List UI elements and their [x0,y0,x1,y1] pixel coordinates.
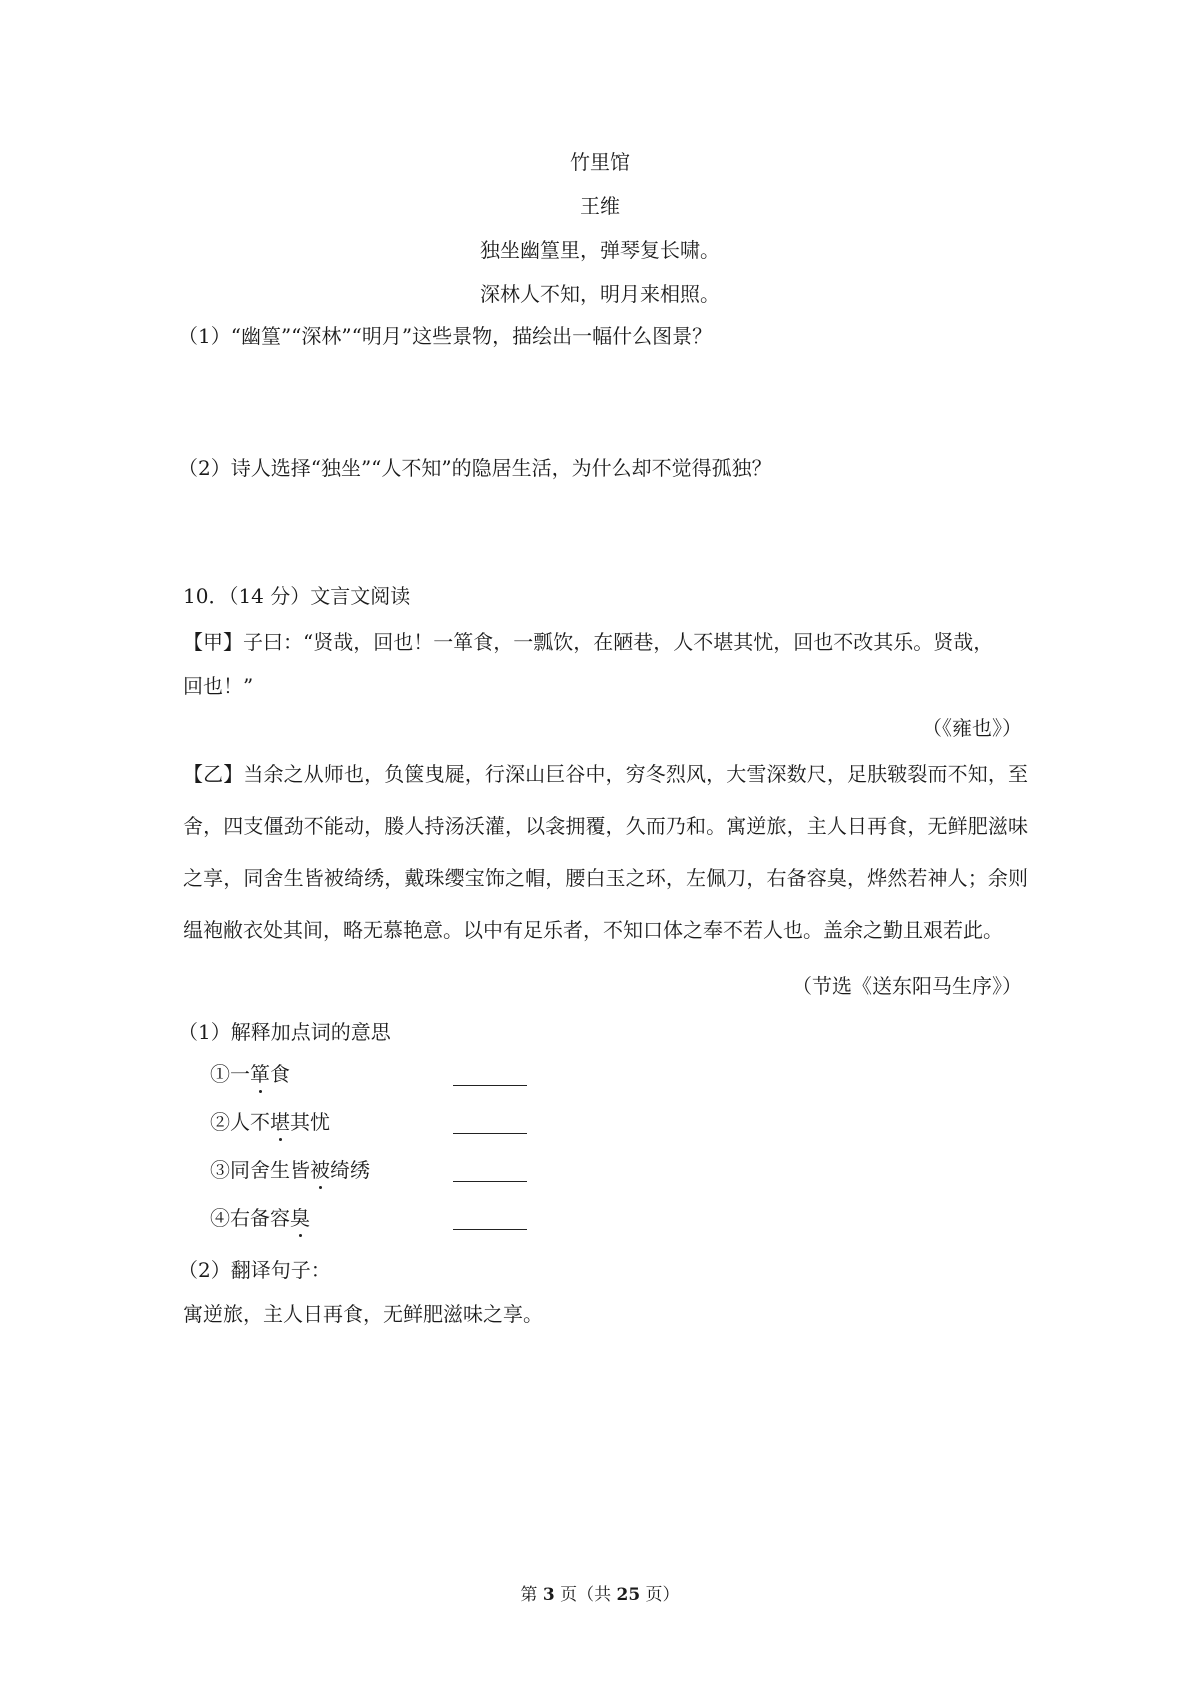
vocab-item-prefix: ④右备容 [210,1206,290,1230]
passage-yi-source: （节选《送东阳马生序》） [792,974,1022,998]
poem-question-2: （2）诗人选择“独坐”“人不知”的隐居生活，为什么却不觉得孤独？ [178,456,772,480]
emphasized-character: 被 [310,1158,330,1182]
emphasized-character: 臭 [290,1206,310,1230]
vocab-item-prefix: ③同舍生皆 [210,1158,310,1182]
vocab-item-prefix: ①一 [210,1062,250,1086]
passage-yi: 【乙】当余之从师也，负箧曳屣，行深山巨谷中，穷冬烈风，大雪深数尺，足肤皲裂而不知，至舍，四支僵劲不能动，媵人持汤沃灌，以衾拥覆，久而乃和。寓逆旅，主人日再食，无鲜肥滋味之享，同舍生皆被绮绣，戴珠缨宝饰之帽，腰白玉之环，左佩刀，右备容臭，烨然若神人；余则缊袍敝衣处其间，略无慕艳意。以中有足乐者，不知口体之奉不若人也。盖余之勤且艰若此。 [183,762,1028,942]
passage-jia-line-1: 【甲】子曰：“贤哉，回也！一箪食，一瓢饮，在陋巷，人不堪其忧，回也不改其乐。贤哉， [183,630,994,654]
footer-prefix: 第 [520,1585,543,1605]
poem-line-1: 独坐幽篁里，弹琴复长啸。 [480,238,720,262]
answer-blank[interactable] [453,1133,527,1134]
vocab-item-3 [210,1154,370,1183]
answer-blank[interactable] [453,1181,527,1182]
poem-author: 王维 [580,194,620,218]
page-footer [0,1580,1200,1605]
footer-suffix: 页） [640,1585,680,1605]
question-10-header: 10．（14 分）文言文阅读 [183,584,411,608]
vocab-item-prefix: ②人不 [210,1110,270,1134]
vocab-item-4 [210,1202,310,1231]
translation-sentence: 寓逆旅，主人日再食，无鲜肥滋味之享。 [183,1302,543,1326]
emphasized-character: 堪 [270,1110,290,1134]
passage-jia-source: （《雍也》） [922,716,1022,740]
footer-middle: 页（共 [554,1585,617,1605]
poem-title: 竹里馆 [570,150,630,174]
emphasized-character: 箪 [250,1062,270,1086]
total-page-count: 25 [616,1585,641,1605]
answer-blank[interactable] [453,1229,527,1230]
vocab-item-suffix: 食 [270,1062,290,1086]
vocab-item-suffix: 其忧 [290,1110,330,1134]
vocab-item-2 [210,1106,330,1135]
subquestion-1-label: （1）解释加点词的意思 [178,1020,391,1044]
answer-blank[interactable] [453,1085,527,1086]
current-page-number: 3 [542,1585,555,1605]
vocab-item-suffix: 绮绣 [330,1158,370,1182]
subquestion-2-label: （2）翻译句子： [178,1258,331,1282]
passage-jia-line-2: 回也！” [183,674,254,698]
poem-question-1: （1）“幽篁”“深林”“明月”这些景物，描绘出一幅什么图景？ [178,324,713,348]
poem-line-2: 深林人不知，明月来相照。 [480,282,720,306]
vocab-item-1 [210,1058,290,1087]
